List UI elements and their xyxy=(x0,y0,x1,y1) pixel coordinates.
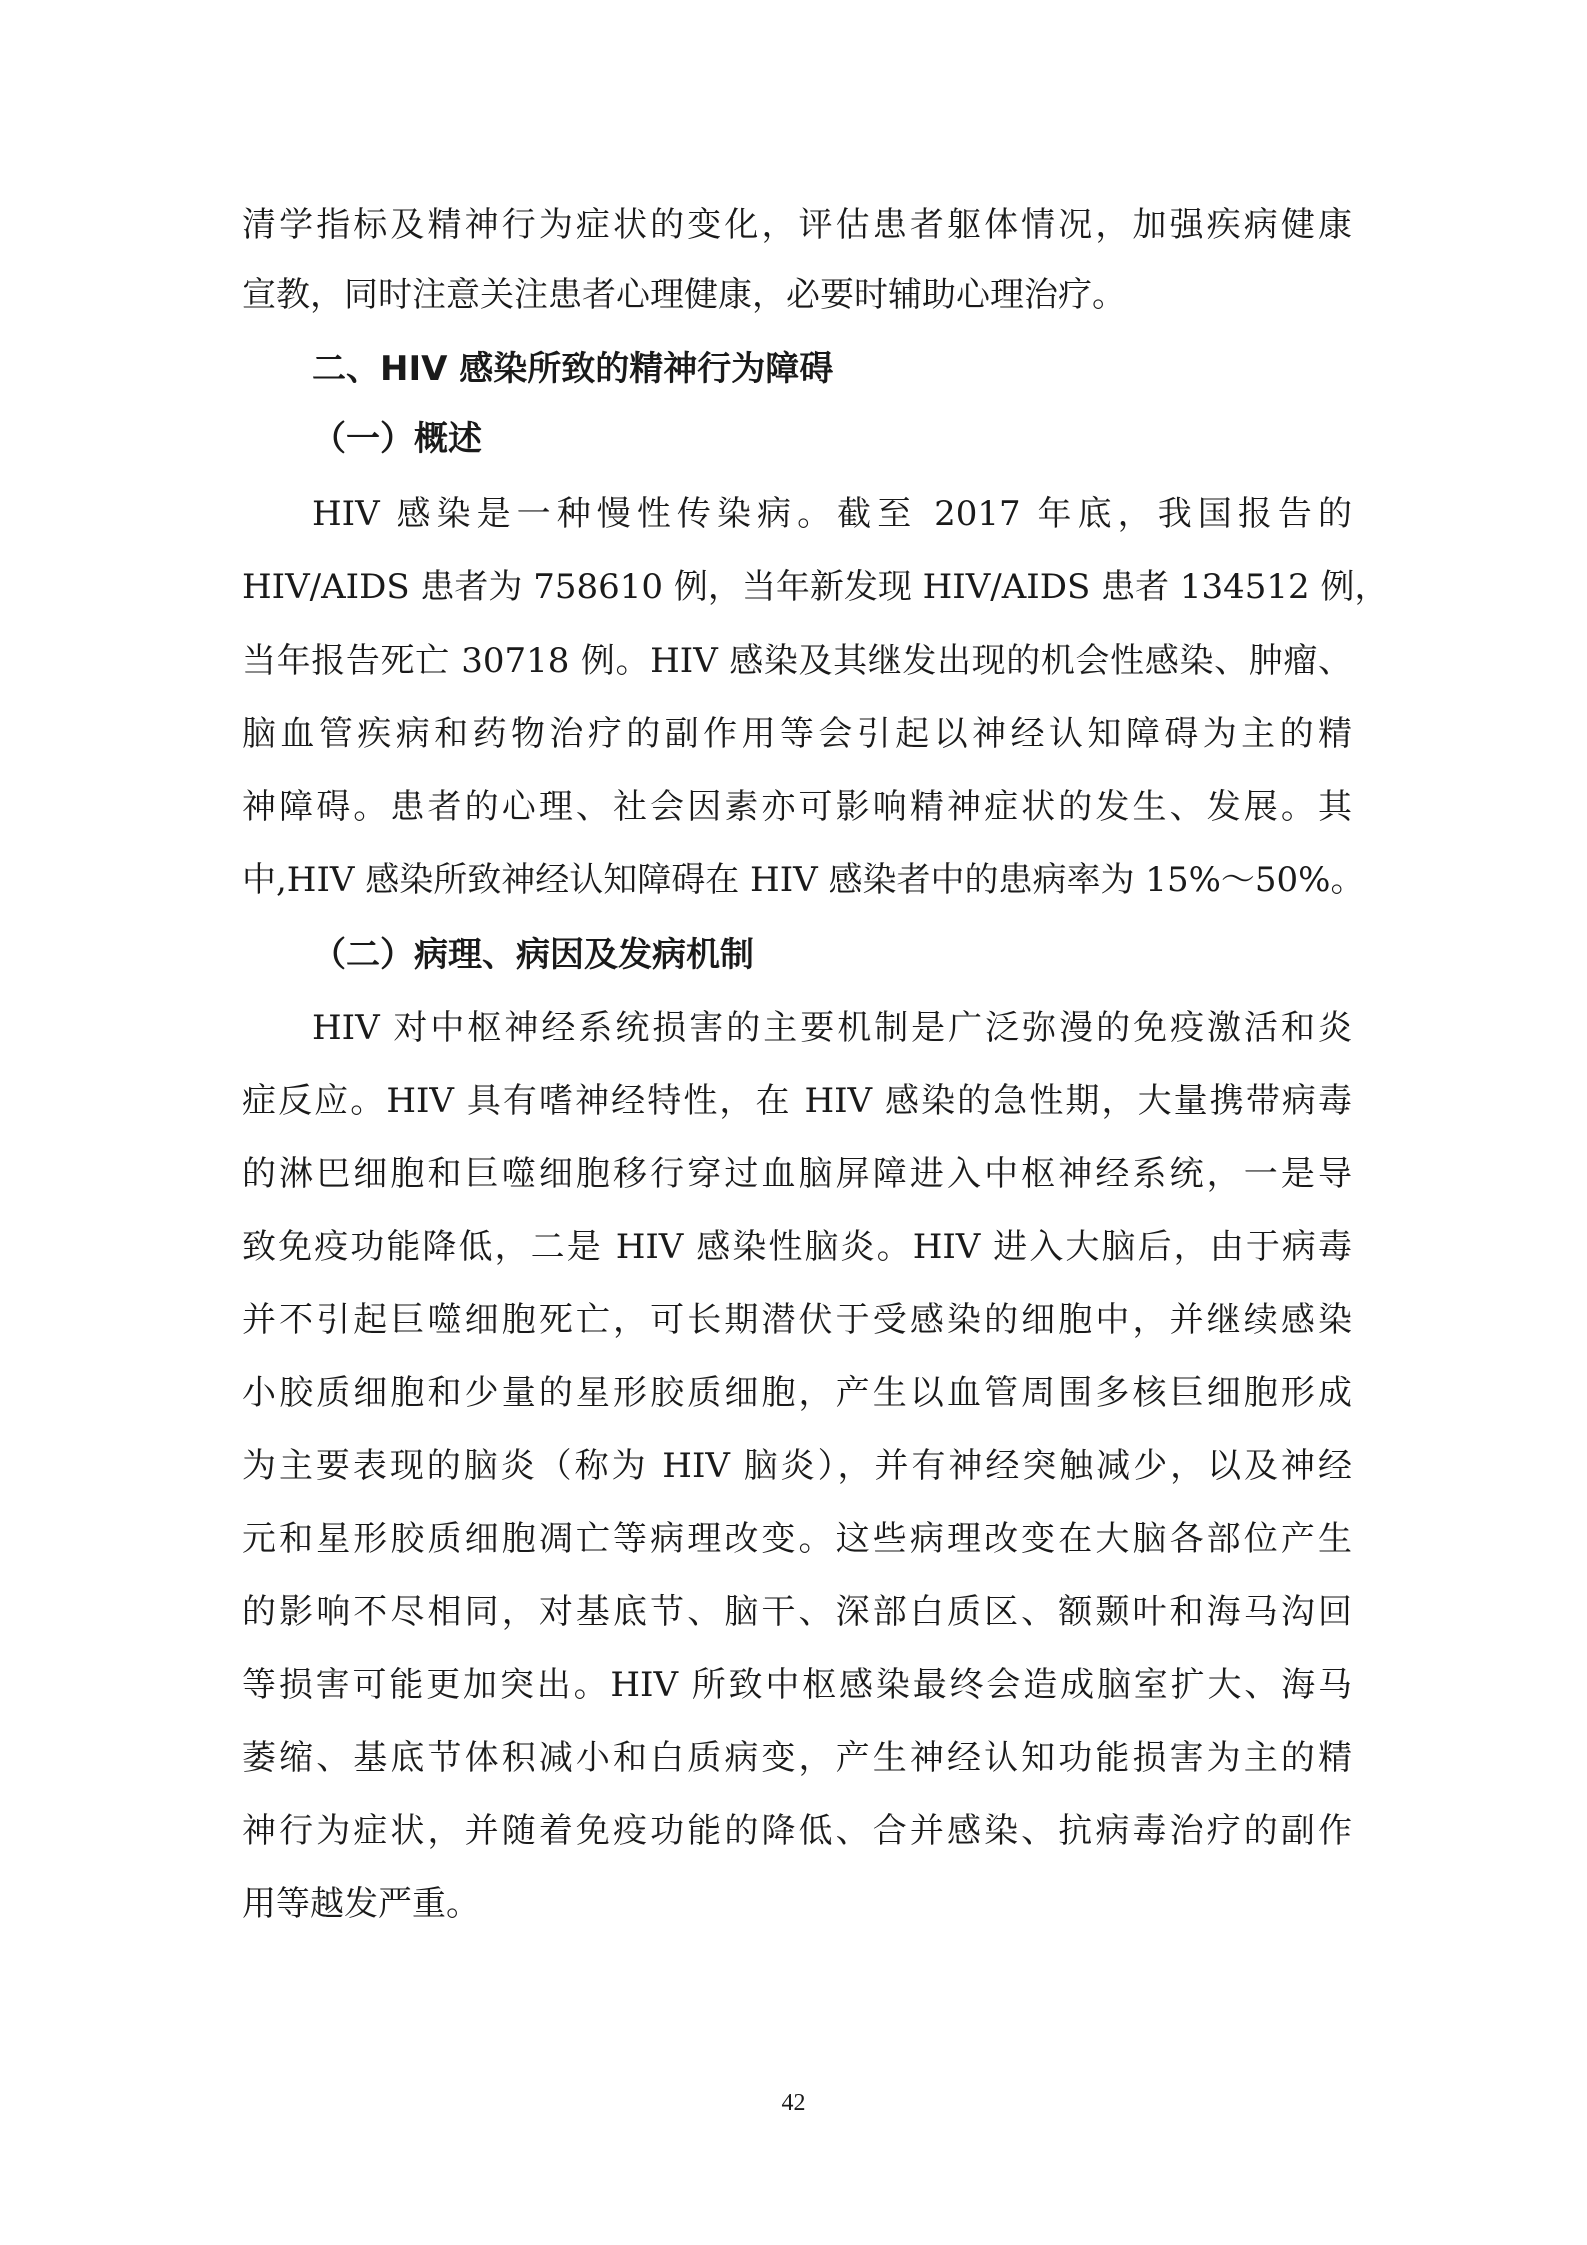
body-text-line: 等损害可能更加突出。HIV 所致中枢感染最终会造成脑室扩大、海马 xyxy=(242,1665,1352,1705)
body-text-line: 中,HIV 感染所致神经认知障碍在 HIV 感染者中的患病率为 15%～50%。 xyxy=(242,860,1365,900)
body-text-line: 萎缩、基底节体积减小和白质病变，产生神经认知功能损害为主的精 xyxy=(242,1738,1352,1778)
body-text-line: 神障碍。患者的心理、社会因素亦可影响精神症状的发生、发展。其 xyxy=(242,787,1352,827)
body-text-line: 为主要表现的脑炎（称为 HIV 脑炎），并有神经突触减少，以及神经 xyxy=(242,1446,1352,1486)
page-number: 42 xyxy=(781,2090,806,2116)
body-text-line: 的淋巴细胞和巨噬细胞移行穿过血脑屏障进入中枢神经系统，一是导 xyxy=(242,1154,1352,1194)
body-text-line: 用等越发严重。 xyxy=(242,1884,480,1924)
body-text-line: 神行为症状，并随着免疫功能的降低、合并感染、抗病毒治疗的副作 xyxy=(242,1811,1352,1851)
body-text-line: 清学指标及精神行为症状的变化，评估患者躯体情况，加强疾病健康 xyxy=(242,205,1352,245)
body-text-line: 致免疫功能降低，二是 HIV 感染性脑炎。HIV 进入大脑后，由于病毒 xyxy=(242,1227,1352,1267)
body-text-line: HIV 感染是一种慢性传染病。截至 2017 年底，我国报告的 xyxy=(312,494,1352,534)
body-text-line: 并不引起巨噬细胞死亡，可长期潜伏于受感染的细胞中，并继续感染 xyxy=(242,1300,1352,1340)
body-text-line: 当年报告死亡 30718 例。HIV 感染及其继发出现的机会性感染、肿瘤、 xyxy=(242,641,1352,681)
body-text-line: HIV 对中枢神经系统损害的主要机制是广泛弥漫的免疫激活和炎 xyxy=(312,1008,1352,1048)
subsection-heading-pathology: （二）病理、病因及发病机制 xyxy=(312,935,754,975)
subsection-heading-overview: （一）概述 xyxy=(312,419,482,459)
body-text-line: 症反应。HIV 具有嗜神经特性，在 HIV 感染的急性期，大量携带病毒 xyxy=(242,1081,1352,1121)
body-text-line: 的影响不尽相同，对基底节、脑干、深部白质区、额颞叶和海马沟回 xyxy=(242,1592,1352,1632)
body-text-line: HIV/AIDS 患者为 758610 例，当年新发现 HIV/AIDS 患者 134512 例， xyxy=(242,567,1389,607)
section-heading: 二、HIV 感染所致的精神行为障碍 xyxy=(312,349,834,389)
body-text-line: 脑血管疾病和药物治疗的副作用等会引起以神经认知障碍为主的精 xyxy=(242,714,1352,754)
body-text-line: 小胶质细胞和少量的星形胶质细胞，产生以血管周围多核巨细胞形成 xyxy=(242,1373,1352,1413)
body-text-line: 元和星形胶质细胞凋亡等病理改变。这些病理改变在大脑各部位产生 xyxy=(242,1519,1352,1559)
body-text-line: 宣教，同时注意关注患者心理健康，必要时辅助心理治疗。 xyxy=(242,275,1126,315)
